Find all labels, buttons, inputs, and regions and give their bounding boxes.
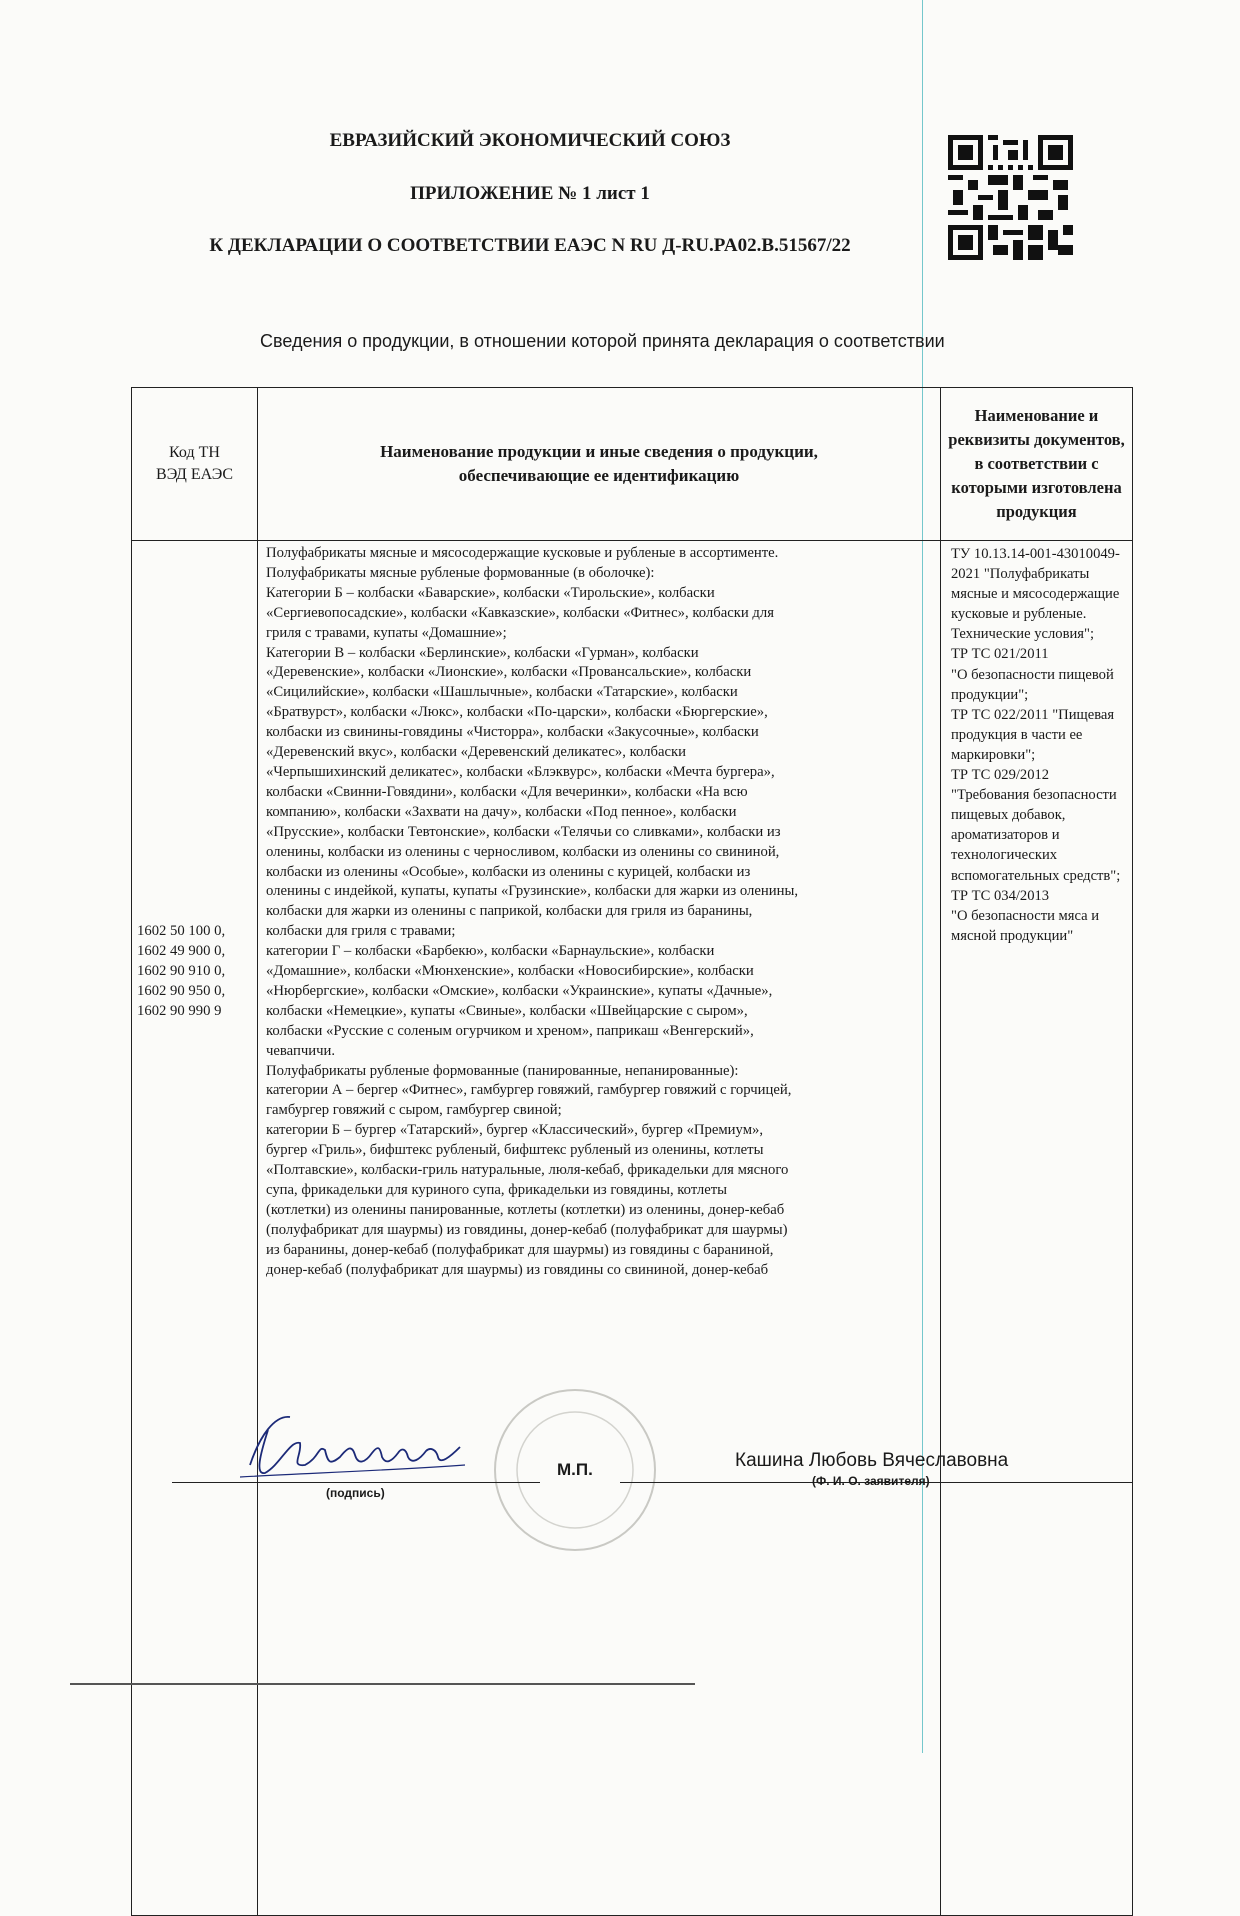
description-line: компанию», колбаски «Захвати на дачу», колбаски «Под пенное», колбаски [266,803,737,820]
document-line: ароматизаторов и [951,827,1060,844]
document-line: мясной продукции" [951,927,1074,944]
description-line: «Сицилийские», колбаски «Шашлычные», колбаски «Татарские», колбаски [266,684,738,701]
description-line: колбаски «Русские с соленым огурчиком и хреном», паприкаш «Венгерский», [266,1022,754,1039]
document-line: ТУ 10.13.14-001-43010049- [951,546,1120,562]
document-line: продукция в части ее [951,726,1083,743]
document-line: ТР ТС 021/2011 [951,646,1049,663]
document-line: "О безопасности мяса и [951,907,1100,924]
description-line: «Домашние», колбаски «Мюнхенские», колбаски «Новосибирские», колбаски [266,963,754,980]
description-line: оленины с индейкой, купаты, купаты «Грузинские», колбаски для жарки из оленины, [266,883,799,900]
signature-line [172,1482,540,1483]
document-line: 2021 "Полуфабрикаты [951,566,1090,583]
description-line: гриля с травами, купаты «Домашние»; [266,624,507,641]
description-line: категории А – бергер «Фитнес», гамбургер говяжий, гамбургер говяжий с горчицей, [266,1082,792,1099]
description-line: Полуфабрикаты мясные рубленые формованные (в оболочке): [266,564,655,581]
col-header-code: Код ТН ВЭД ЕАЭС [132,388,258,541]
document-line: ТР ТС 022/2011 "Пищевая [951,706,1115,723]
bottom-rule [70,1683,695,1685]
description-line: Категории Б – колбаски «Баварские», колбаски «Тирольские», колбаски [266,584,715,601]
description-line: «Сергиевопосадские», колбаски «Кавказские», колбаски «Фитнес», колбаски для [266,604,774,621]
applicant-name: Кашина Любовь Вячеславовна [735,1450,1009,1471]
handwritten-signature [230,1395,470,1490]
standards-documents [941,541,1133,1916]
col-header-product: Наименование продукции и иные сведения о продукции, обеспечивающие ее идентификацию [258,388,941,541]
description-line: «Деревенские», колбаски «Лионские», колбаски «Провансальские», колбаски [266,664,752,681]
document-line: продукции"; [951,686,1029,703]
description-line: колбаски из свинины-говядины «Чисторра», колбаски «Закусочные», колбаски [266,724,759,741]
appendix-title: ПРИЛОЖЕНИЕ № 1 лист 1 [410,183,650,204]
description-line: «Черпышихинский деликатес», колбаски «Блэквурс», колбаски «Мечта бургера», [266,763,775,780]
seal-place-label: М.П. [557,1460,593,1479]
document-line: Технические условия"; [951,626,1095,643]
description-line: Полуфабрикаты рубленые формованные (панированные, непанированные): [266,1062,739,1079]
description-line: донер-кебаб (полуфабрикат для шаурмы) из говядины со свининой, донер-кебаб [266,1261,769,1278]
description-line: Категории В – колбаски «Берлинские», колбаски «Гурман», колбаски [266,644,699,661]
document-line: "О безопасности пищевой [951,666,1114,683]
description-line: «Нюрбергские», колбаски «Омские», колбаски «Украинские», купаты «Дачные», [266,982,773,999]
description-line: «Полтавские», колбаски-гриль натуральные, люля-кебаб, фрикадельки для мясного [266,1162,789,1179]
document-line: "Требования безопасности [951,787,1117,804]
document-line: кусковые и рубленые. [951,606,1087,623]
description-line: супа, фрикадельки для куриного супа, фрикадельки из говядины, котлеты [266,1182,728,1198]
document-line: технологических [951,847,1058,864]
document-line: ТР ТС 034/2013 [951,887,1050,904]
description-line: оленины, колбаски из оленины с черносливом, колбаски из оленины со свининой, [266,843,780,860]
intro-text: Сведения о продукции, в отношении которой принята декларация о соответствии [260,331,945,351]
description-line: категории Б – бургер «Татарский», бургер «Классический», бургер «Премиум», [266,1122,764,1139]
description-line: чевапчичи. [266,1042,335,1059]
union-title: ЕВРАЗИЙСКИЙ ЭКОНОМИЧЕСКИЙ СОЮЗ [329,130,731,151]
document-line: маркировки"; [951,746,1036,763]
declaration-number: К ДЕКЛАРАЦИИ О СООТВЕТСТВИИ ЕАЭС N RU Д-RU.PA02.B.51567/22 [209,235,851,256]
col-header-documents: Наименование и реквизиты документов, в соответствии с которыми изготовлена продукция [941,388,1133,541]
applicant-name-caption: (Ф. И. О. заявителя) [812,1474,930,1488]
signature-caption: (подпись) [326,1486,385,1500]
description-line: колбаски «Свинни-Говядини», колбаски «Для вечеринки», колбаски «На всю [266,783,748,800]
description-line: из баранины, донер-кебаб (полуфабрикат для шаурмы) из говядины с бараниной, [266,1241,774,1258]
document-line: вспомогательных средств"; [951,867,1121,884]
description-line: колбаски для гриля с травами; [266,923,456,940]
qr-code [948,131,1073,264]
document-line: пищевых добавок, [951,807,1066,824]
description-line: категории Г – колбаски «Барбекю», колбаски «Барнаульские», колбаски [266,943,715,960]
tn-ved-codes: 1602 50 100 0, 1602 49 900 0, 1602 90 910 0, 1602 90 950 0, 1602 90 990 9 [132,541,258,1916]
description-line: (полуфабрикат для шаурмы) из говядины, донер-кебаб (полуфабрикат для шаурмы) [266,1221,788,1238]
description-line: колбаски для жарки из оленины с паприкой, колбаски для гриля из баранины, [266,903,753,920]
description-line: «Деревенский вкус», колбаски «Деревенский деликатес», колбаски [266,744,686,761]
product-description [258,541,941,1916]
description-line: Полуфабрикаты мясные и мясосодержащие кусковые и рубленые в ассортименте. [266,545,779,561]
description-line: колбаски «Немецкие», купаты «Свиные», колбаски «Швейцарские с сыром», [266,1002,748,1019]
document-line: мясные и мясосодержащие [951,586,1120,603]
product-table [131,387,1133,1916]
description-line: (котлетки) из оленины панированные, котлеты (котлетки) из оленины, донер-кебаб [266,1201,785,1218]
document-line: ТР ТС 029/2012 [951,767,1050,784]
description-line: «Прусские», колбаски Тевтонские», колбаски «Телячьи со сливками», колбаски из [266,823,781,840]
description-line: «Братвурст», колбаски «Люкс», колбаски «По-царски», колбаски «Бюргерские», [266,704,768,721]
description-line: колбаски из оленины «Особые», колбаски из оленины с курицей, колбаски из [266,863,751,880]
description-line: бургер «Гриль», бифштекс рубленый, бифштекс рубленый из оленины, котлеты [266,1142,764,1159]
description-line: гамбургер говяжий с сыром, гамбургер свиной; [266,1102,562,1119]
